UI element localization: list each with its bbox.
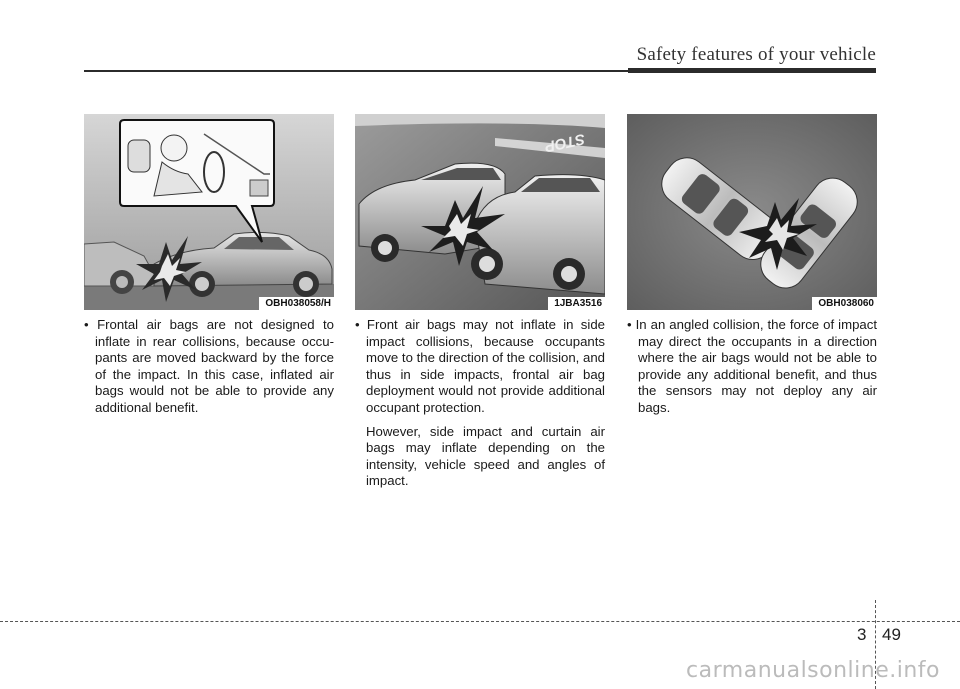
figure-code: 1JBA3516	[548, 297, 605, 310]
bullet-paragraph: • Front air bags may not inflate in side impact collisions, because occupants move to the direction of the collision, and thus in side impacts, frontal air bag deployment would not provide additional occupant protection.	[355, 317, 605, 415]
header-rule-accent	[628, 68, 876, 73]
body-paragraph: However, side impact and curtain air bags may inflate depending on the intensity, vehicle speed and angles of impact.	[366, 423, 605, 489]
page-section-title: Safety features of your vehicle	[636, 44, 876, 65]
bullet-paragraph: • Frontal air bags are not designed to inflate in rear collisions, because occupants are moved backward by the force of the impact. In this case, inflated air bags would not be able to provide any additional benefit.	[84, 317, 334, 415]
figure-code: OBH038060	[812, 297, 877, 310]
bullet-paragraph: • In an angled collision, the force of impact may direct the occupants in a direction where the air bags would not be able to provide any additional benefit, and thus the sensors may not deploy any air bags.	[627, 317, 877, 415]
footer-rule	[0, 621, 960, 622]
angled-collision-illustration	[627, 114, 877, 310]
watermark: carmanualsonline.info	[686, 658, 940, 683]
road-marking-text: STOP	[543, 130, 587, 156]
figure-code: OBH038058/H	[259, 297, 334, 310]
text-column-rear-collision	[84, 317, 334, 417]
rear-collision-illustration	[84, 114, 334, 310]
side-impact-illustration	[355, 114, 605, 310]
text-column-angled-collision	[627, 317, 877, 417]
section-number: 3	[857, 625, 867, 644]
page-number: 49	[882, 625, 901, 644]
text-column-side-impact	[355, 317, 605, 490]
